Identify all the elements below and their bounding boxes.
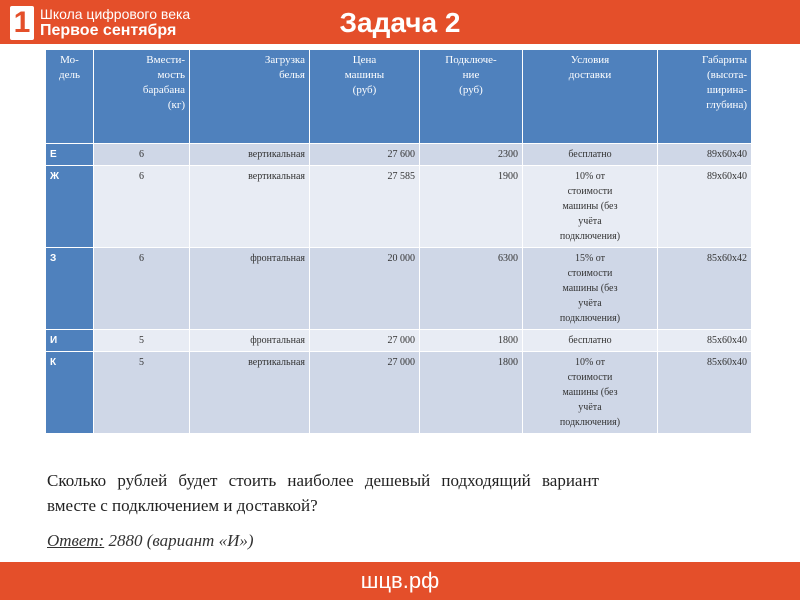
cell-price: 27 600	[310, 144, 420, 166]
cell-line: подключения)	[559, 417, 621, 428]
cell-delivery	[523, 166, 658, 248]
cell-capacity: 6	[94, 144, 190, 166]
cell-connection: 1900	[420, 166, 523, 248]
cell-line: бесплатно	[568, 149, 612, 160]
table-row	[46, 248, 752, 330]
header-bar	[0, 0, 800, 44]
logo-text-line1: Школа цифрового века	[40, 6, 191, 22]
cell-connection: 1800	[420, 352, 523, 434]
cell-line: подключения)	[559, 231, 621, 242]
header-model	[46, 50, 94, 144]
table-row	[46, 144, 752, 166]
cell-loading: вертикальная	[190, 166, 310, 248]
cell-capacity: 6	[94, 166, 190, 248]
header-line: (высота-	[707, 69, 747, 81]
cell-dimensions: 85х60х42	[658, 248, 752, 330]
cell-loading: фронтальная	[190, 330, 310, 352]
answer-text	[47, 529, 254, 553]
cell-price: 27 000	[310, 352, 420, 434]
cell-line: стоимости	[567, 186, 613, 197]
washing-machine-table	[45, 49, 752, 434]
cell-line: подключения)	[559, 313, 621, 324]
school-logo	[6, 3, 226, 41]
logo-number-icon: 1	[10, 6, 34, 40]
table-row	[46, 352, 752, 434]
cell-line: машины (без	[562, 283, 618, 294]
cell-loading: фронтальная	[190, 248, 310, 330]
cell-connection: 6300	[420, 248, 523, 330]
table-row	[46, 330, 752, 352]
cell-line: стоимости	[567, 268, 613, 279]
cell-line: стоимости	[567, 372, 613, 383]
cell-model: К	[46, 352, 94, 434]
header-line: машины	[344, 69, 385, 81]
header-line: Подключе-	[445, 54, 497, 66]
slide-title: Задача 2	[339, 7, 461, 38]
header-line: глубина)	[706, 99, 747, 111]
header-line: белья	[279, 69, 305, 81]
cell-connection: 1800	[420, 330, 523, 352]
cell-line: 15% от	[574, 253, 606, 264]
header-line: дель	[59, 69, 80, 81]
cell-line: машины (без	[562, 201, 618, 212]
cell-capacity: 6	[94, 248, 190, 330]
header-line: ние	[462, 69, 480, 81]
cell-model: З	[46, 248, 94, 330]
cell-line: учёта	[578, 402, 602, 413]
cell-dimensions: 85х60х40	[658, 330, 752, 352]
cell-price: 27 585	[310, 166, 420, 248]
cell-dimensions: 89х60х40	[658, 166, 752, 248]
cell-price: 20 000	[310, 248, 420, 330]
header-line: Загрузка	[264, 54, 305, 66]
header-delivery	[523, 50, 658, 144]
cell-capacity: 5	[94, 330, 190, 352]
cell-dimensions: 85х60х40	[658, 352, 752, 434]
header-dimensions	[658, 50, 752, 144]
header-line: (руб)	[352, 84, 377, 96]
cell-delivery	[523, 144, 658, 166]
cell-loading: вертикальная	[190, 144, 310, 166]
header-price	[310, 50, 420, 144]
answer-value: 2880 (вариант «И»)	[104, 531, 254, 550]
header-line: (кг)	[167, 99, 185, 111]
header-line: Условия	[570, 54, 610, 66]
cell-delivery	[523, 248, 658, 330]
header-capacity	[94, 50, 190, 144]
answer-label: Ответ:	[47, 531, 105, 550]
cell-line: 10% от	[574, 357, 606, 368]
logo-text-line2: Первое сентября	[40, 22, 177, 39]
header-connection	[420, 50, 523, 144]
footer-site: шцв.рф	[360, 568, 440, 593]
cell-loading: вертикальная	[190, 352, 310, 434]
question-text: Сколько рублей будет стоить наиболее дешевый подходящий вариант вместе с подключением и доставкой?	[47, 471, 599, 515]
header-line: мость	[157, 69, 185, 81]
header-line: (руб)	[459, 84, 483, 96]
cell-model: Е	[46, 144, 94, 166]
table-header-row	[46, 50, 752, 144]
table-row	[46, 166, 752, 248]
header-line: Вмести-	[146, 54, 185, 66]
cell-model: И	[46, 330, 94, 352]
cell-dimensions: 89х60х40	[658, 144, 752, 166]
header-loading	[190, 50, 310, 144]
header-line: барабана	[142, 84, 185, 96]
cell-price: 27 000	[310, 330, 420, 352]
cell-connection: 2300	[420, 144, 523, 166]
header-line: Цена	[352, 54, 377, 66]
cell-capacity: 5	[94, 352, 190, 434]
cell-line: машины (без	[562, 387, 618, 398]
cell-delivery	[523, 330, 658, 352]
header-line: ширина-	[706, 84, 747, 96]
cell-line: учёта	[578, 298, 602, 309]
header-line: Мо-	[60, 54, 79, 66]
header-line: Габариты	[701, 54, 747, 66]
cell-line: бесплатно	[568, 335, 612, 346]
header-line: доставки	[568, 69, 612, 81]
cell-delivery	[523, 352, 658, 434]
cell-model: Ж	[46, 166, 94, 248]
footer-bar	[0, 562, 800, 600]
cell-line: учёта	[578, 216, 602, 227]
cell-line: 10% от	[574, 171, 606, 182]
